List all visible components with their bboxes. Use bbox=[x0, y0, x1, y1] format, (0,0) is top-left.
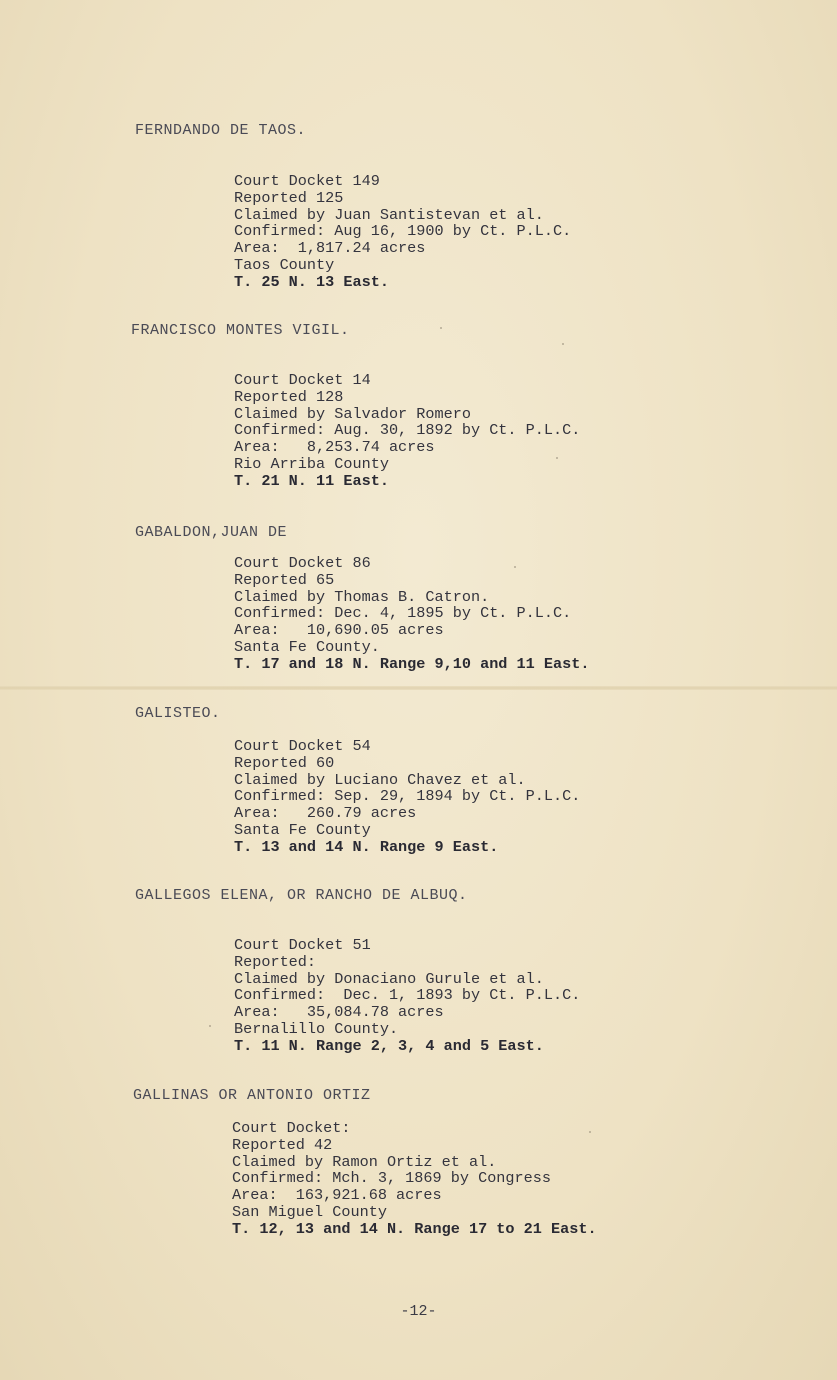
grant-details bbox=[232, 1120, 597, 1238]
confirmed: Confirmed: Dec. 4, 1895 by Ct. P.L.C. bbox=[234, 604, 572, 623]
grant-details bbox=[234, 372, 580, 490]
reported: Reported 42 bbox=[232, 1135, 333, 1154]
confirmed: Confirmed: Dec. 1, 1893 by Ct. P.L.C. bbox=[234, 986, 581, 1005]
court-docket: Court Docket 149 bbox=[234, 172, 380, 190]
grant-heading: GALLINAS OR ANTONIO ORTIZ bbox=[133, 1087, 371, 1104]
county: Santa Fe County bbox=[234, 820, 371, 839]
paper-speck bbox=[589, 1131, 591, 1133]
confirmed: Confirmed: Mch. 3, 1869 by Congress bbox=[232, 1169, 551, 1188]
court-docket: Court Docket 86 bbox=[234, 554, 371, 572]
township: T. 11 N. Range 2, 3, 4 and 5 East. bbox=[234, 1036, 544, 1055]
court-docket: Court Docket 14 bbox=[234, 371, 371, 389]
grant-heading: GABALDON,JUAN DE bbox=[135, 524, 288, 541]
township: T. 17 and 18 N. Range 9,10 and 11 East. bbox=[234, 654, 590, 673]
county: San Miguel County bbox=[232, 1202, 387, 1221]
claimed-by: Claimed by Thomas B. Catron. bbox=[234, 587, 490, 606]
confirmed: Confirmed: Aug 16, 1900 by Ct. P.L.C. bbox=[234, 222, 572, 241]
paper-speck bbox=[209, 1025, 211, 1027]
reported: Reported: bbox=[234, 952, 317, 971]
claimed-by: Claimed by Juan Santistevan et al. bbox=[234, 205, 544, 224]
grant-details bbox=[234, 738, 580, 856]
claimed-by: Claimed by Luciano Chavez et al. bbox=[234, 770, 526, 789]
reported: Reported 128 bbox=[234, 387, 344, 406]
claimed-by: Claimed by Donaciano Gurule et al. bbox=[234, 969, 544, 988]
grant-heading: FERNDANDO DE TAOS. bbox=[135, 122, 307, 139]
reported: Reported 60 bbox=[234, 753, 335, 772]
county: Rio Arriba County bbox=[234, 454, 389, 473]
grant-heading: FRANCISCO MONTES VIGIL. bbox=[131, 322, 350, 339]
area: Area: 1,817.24 acres bbox=[234, 239, 426, 258]
paper-speck bbox=[562, 343, 564, 345]
area: Area: 8,253.74 acres bbox=[234, 438, 435, 457]
township: T. 21 N. 11 East. bbox=[234, 471, 389, 490]
county: Bernalillo County. bbox=[234, 1019, 399, 1038]
township: T. 25 N. 13 East. bbox=[234, 272, 389, 291]
grant-heading: GALLEGOS ELENA, OR RANCHO DE ALBUQ. bbox=[135, 887, 468, 904]
township: T. 13 and 14 N. Range 9 East. bbox=[234, 837, 499, 856]
claimed-by: Claimed by Salvador Romero bbox=[234, 404, 471, 423]
grant-heading: GALISTEO. bbox=[135, 705, 221, 722]
paper-speck bbox=[440, 327, 442, 329]
confirmed: Confirmed: Sep. 29, 1894 by Ct. P.L.C. bbox=[234, 787, 581, 806]
grant-details bbox=[234, 173, 571, 291]
township: T. 12, 13 and 14 N. Range 17 to 21 East. bbox=[232, 1219, 597, 1238]
area: Area: 163,921.68 acres bbox=[232, 1186, 442, 1205]
paper-speck bbox=[556, 457, 558, 459]
confirmed: Confirmed: Aug. 30, 1892 by Ct. P.L.C. bbox=[234, 421, 581, 440]
area: Area: 10,690.05 acres bbox=[234, 621, 444, 640]
county: Santa Fe County. bbox=[234, 637, 380, 656]
grant-details bbox=[234, 937, 580, 1055]
court-docket: Court Docket 54 bbox=[234, 737, 371, 755]
court-docket: Court Docket 51 bbox=[234, 936, 371, 954]
page-number: -12- bbox=[400, 1303, 437, 1320]
area: Area: 260.79 acres bbox=[234, 804, 417, 823]
reported: Reported 125 bbox=[234, 188, 344, 207]
county: Taos County bbox=[234, 255, 335, 274]
paper-speck bbox=[514, 566, 516, 568]
area: Area: 35,084.78 acres bbox=[234, 1003, 444, 1022]
grant-details bbox=[234, 555, 589, 673]
claimed-by: Claimed by Ramon Ortiz et al. bbox=[232, 1152, 497, 1171]
paper-fold bbox=[0, 686, 837, 690]
court-docket: Court Docket: bbox=[232, 1119, 351, 1137]
reported: Reported 65 bbox=[234, 570, 335, 589]
